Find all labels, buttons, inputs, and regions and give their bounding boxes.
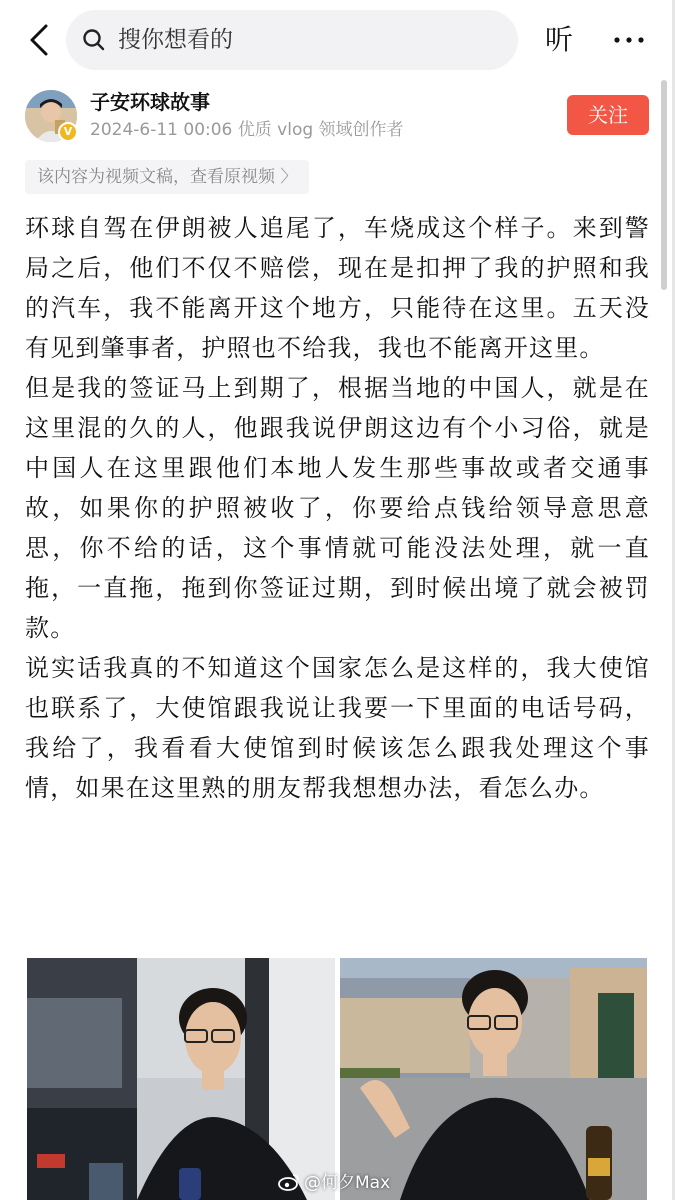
- article-paragraph: 说实话我真的不知道这个国家怎么是这样的，我大使馆也联系了，大使馆跟我说让我要一下里面的电话号码，我给了，我看看大使馆到时候该怎么跟我处理这个事情，如果在这里熟的朋友帮我想想办法，看怎么办。: [25, 654, 650, 802]
- view-original-video-link[interactable]: 该内容为视频文稿，查看原视频 〉: [25, 160, 309, 194]
- post-meta: 2024-6-11 00:06 优质 vlog 领域创作者: [90, 120, 404, 140]
- search-placeholder: 搜你想看的: [118, 27, 233, 53]
- back-chevron-icon[interactable]: [22, 22, 58, 58]
- video-frame-image[interactable]: [340, 958, 647, 1200]
- video-frame-image[interactable]: [27, 958, 335, 1200]
- top-nav-bar: [0, 0, 675, 80]
- article-body: [25, 208, 650, 808]
- more-dots-icon[interactable]: [612, 26, 646, 54]
- follow-button[interactable]: 关注: [567, 95, 649, 135]
- weibo-watermark: [278, 1170, 390, 1196]
- watermark-text: @何夕Max: [304, 1173, 391, 1193]
- author-row: [0, 84, 675, 154]
- verified-badge-icon: V: [58, 122, 78, 142]
- scrollbar[interactable]: [661, 80, 667, 290]
- search-icon: [82, 28, 106, 52]
- author-name[interactable]: 子安环球故事: [90, 90, 210, 114]
- article-paragraph: 环球自驾在伊朗被人追尾了，车烧成这个样子。来到警局之后，他们不仅不赔偿，现在是扣押了我的护照和我的汽车，我不能离开这个地方，只能待在这里。五天没有见到肇事者，护照也不给我，我也不能离开这里。: [25, 214, 650, 362]
- weibo-icon: [278, 1173, 300, 1191]
- search-input[interactable]: [66, 10, 518, 70]
- video-screenshots: [27, 958, 647, 1200]
- listen-button[interactable]: 听: [545, 23, 574, 56]
- article-paragraph: 但是我的签证马上到期了，根据当地的中国人，就是在这里混的久的人，他跟我说伊朗这边有个小习俗，就是中国人在这里跟他们本地人发生那些事故或者交通事故，如果你的护照被收了，你要给点钱给领导意思意思，你不给的话，这个事情就可能没法处理，就一直拖，一直拖，拖到你签证过期，到时候出境了就会被罚款。: [25, 374, 650, 642]
